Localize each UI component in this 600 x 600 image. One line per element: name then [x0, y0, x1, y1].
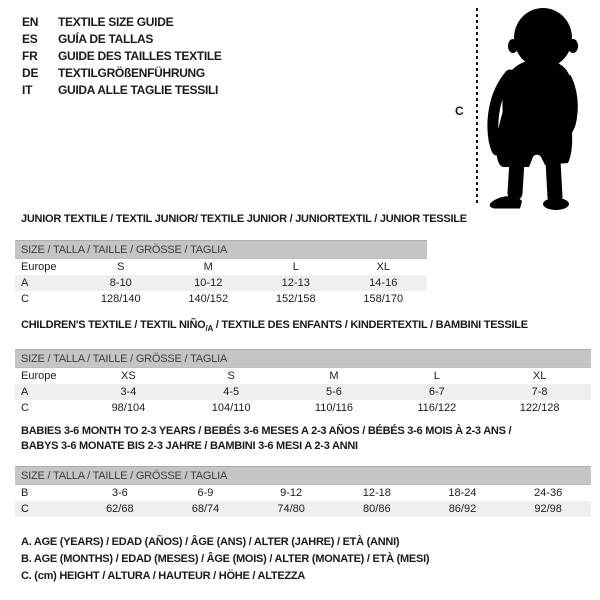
language-title: GUÍA DE TALLAS [58, 31, 154, 46]
row-label: Europe [21, 370, 57, 383]
size-header-label: SIZE / TALLA / TAILLE / GRÖSSE / TAGLIA [15, 241, 427, 259]
row-label: C [21, 293, 29, 305]
junior-size-table [15, 240, 427, 307]
size-header-bar [15, 241, 427, 259]
size-cell: 62/68 [77, 501, 163, 517]
measure-legend [21, 534, 429, 585]
size-cell: M [329, 370, 339, 383]
language-title-block [22, 13, 222, 98]
size-cell: 24-36 [534, 487, 563, 499]
children-table-title [21, 318, 591, 336]
size-cell: 158/170 [363, 293, 404, 305]
title-text: CHILDREN'S TEXTILE / TEXTIL NIÑO [21, 319, 206, 331]
size-cell: XL [376, 261, 390, 273]
height-label: C [455, 104, 464, 118]
babies-size-table [15, 466, 591, 517]
size-cell: 12-18 [362, 487, 391, 499]
language-code: DE [22, 65, 39, 80]
size-cell: S [117, 261, 125, 273]
table-row-age [15, 275, 427, 291]
junior-table-title: JUNIOR TEXTILE / TEXTIL JUNIOR/ TEXTILE JUNIOR / JUNIORTEXTIL / JUNIOR TESSILE [21, 213, 467, 225]
size-cell: 98/104 [111, 402, 146, 415]
size-cell: 9-12 [280, 487, 303, 499]
size-cell: 5-6 [283, 384, 386, 400]
language-row-es [22, 30, 222, 47]
size-header-bar [15, 467, 591, 485]
legend-line-a: A. AGE (YEARS) / EDAD (AÑOS) / ÂGE (ANS) / ALTER (JAHRE) / ETÀ (ANNI) [21, 536, 400, 548]
height-measure-figure [440, 0, 600, 215]
size-header-bar [15, 350, 591, 368]
language-code: FR [22, 48, 38, 63]
junior-textile-section [15, 212, 467, 307]
size-cell: 3-4 [77, 384, 180, 400]
language-title: GUIDA ALLE TAGLIE TESSILI [58, 82, 219, 97]
table-row-height [15, 501, 591, 517]
size-cell: XL [532, 370, 547, 383]
table-row-europe [15, 259, 427, 276]
language-code: IT [22, 82, 33, 97]
size-header-label: SIZE / TALLA / TAILLE / GRÖSSE / TAGLIA [15, 350, 591, 368]
table-row-months [15, 485, 591, 502]
language-code: EN [22, 14, 39, 29]
size-cell: 6-7 [385, 384, 488, 400]
table-row-europe [15, 368, 591, 385]
legend-line-b: B. AGE (MONTHS) / EDAD (MESES) / ÂGE (MOIS) / ALTER (MONATE) / ETÀ (MESI) [21, 553, 430, 565]
toddler-silhouette-icon [484, 5, 590, 211]
size-cell: 14-16 [340, 275, 428, 291]
size-cell: 8-10 [77, 275, 165, 291]
children-textile-section [15, 318, 591, 416]
title-line-2: BABYS 3-6 MONATE BIS 2-3 JAHRE / BAMBINI 3-6 MESI A 2-3 ANNI [21, 440, 358, 452]
row-label: C [15, 501, 77, 517]
size-cell: 92/98 [505, 501, 591, 517]
language-row-en [22, 13, 222, 30]
language-row-de [22, 64, 222, 81]
language-code: ES [22, 31, 38, 46]
size-cell: 18-24 [448, 487, 477, 499]
size-cell: 68/74 [163, 501, 249, 517]
language-row-fr [22, 47, 222, 64]
size-cell: 128/140 [100, 293, 141, 305]
language-row-it [22, 81, 222, 98]
size-cell: 140/152 [188, 293, 229, 305]
row-label: A [15, 384, 77, 400]
table-row-age [15, 384, 591, 400]
language-title: TEXTILE SIZE GUIDE [58, 14, 174, 29]
row-label: Europe [21, 261, 57, 273]
size-cell: M [203, 261, 213, 273]
title-line-1: BABIES 3-6 MONTH TO 2-3 YEARS / BEBÉS 3-6 MESES A 2-3 AÑOS / BÉBÉS 3-6 MOIS À 2-3 ANS / [21, 425, 512, 437]
language-title: TEXTILGRÖßENFÜHRUNG [58, 65, 205, 80]
size-cell: L [292, 261, 299, 273]
title-subscript: /A [205, 324, 213, 334]
size-cell: 12-13 [252, 275, 340, 291]
table-row-height [15, 291, 427, 307]
size-cell: 122/128 [519, 402, 560, 415]
title-text: / TEXTILE DES ENFANTS / KINDERTEXTIL / BAMBINI TESSILE [212, 319, 528, 331]
height-dashed-line [476, 8, 478, 205]
size-cell: 7-8 [488, 384, 591, 400]
language-title: GUIDE DES TAILLES TEXTILE [58, 48, 222, 63]
size-cell: 152/158 [275, 293, 316, 305]
babies-textile-section [15, 424, 591, 517]
size-cell: XS [121, 370, 136, 383]
size-cell: 80/86 [334, 501, 420, 517]
size-cell: 110/116 [314, 402, 354, 415]
size-cell: 6-9 [197, 487, 214, 499]
row-label: A [15, 275, 77, 291]
size-cell: 116/122 [417, 402, 457, 415]
legend-line-c: C. (cm) HEIGHT / ALTURA / HAUTEUR / HÖHE / ALTEZZA [21, 570, 306, 582]
size-cell: 3-6 [111, 487, 128, 499]
table-row-height [15, 400, 591, 416]
row-label: B [21, 487, 29, 499]
children-size-table [15, 349, 591, 416]
size-cell: 104/110 [211, 402, 251, 415]
row-label: C [21, 402, 29, 415]
size-cell: 74/80 [248, 501, 334, 517]
size-cell: S [227, 370, 235, 383]
size-cell: 86/92 [420, 501, 506, 517]
size-header-label: SIZE / TALLA / TAILLE / GRÖSSE / TAGLIA [15, 467, 591, 485]
babies-table-title [21, 424, 591, 454]
size-cell: 10-12 [165, 275, 253, 291]
size-cell: L [433, 370, 440, 383]
size-cell: 4-5 [180, 384, 283, 400]
